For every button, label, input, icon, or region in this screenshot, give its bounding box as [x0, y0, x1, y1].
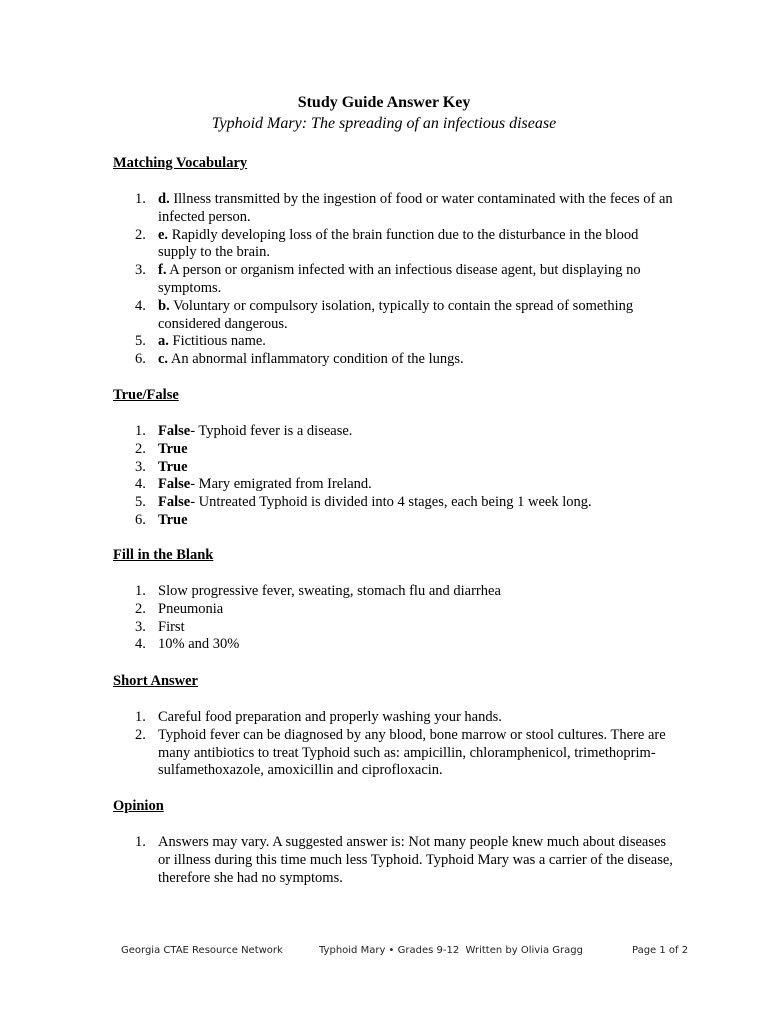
list-item: 2. e. Rapidly developing loss of the brain function due to the disturbance in the blood supply to the brain. [135, 226, 639, 261]
list-item: 1. Slow progressive fever, sweating, stomach flu and diarrhea [135, 583, 501, 599]
page-subtitle: Typhoid Mary: The spreading of an infectious disease [211, 115, 557, 132]
true-false-list [113, 423, 673, 530]
short-answer-list [113, 709, 673, 780]
list-item: 1. False- Typhoid fever is a disease. [135, 423, 353, 439]
section-heading-opinion: Opinion [113, 798, 164, 814]
matching-list [113, 191, 673, 369]
opinion-list [113, 834, 673, 887]
section-heading-short-answer: Short Answer [113, 673, 198, 689]
list-item: 4. b. Voluntary or compulsory isolation, typically to contain the spread of something considered dangerous. [135, 297, 634, 332]
list-item: 3. First [135, 618, 185, 635]
list-item: 1. Answers may vary. A suggested answer is: Not many people knew much about diseases or illness during this time much less Typhoid. Typhoid Mary was a carrier of the disease, therefore she had no symptoms. [135, 834, 673, 886]
list-item: 5. a. Fictitious name. [135, 333, 266, 350]
fill-blank-list [113, 583, 673, 654]
footer-center: Typhoid Mary • Grades 9-12 Written by Olivia Gragg [319, 945, 583, 956]
section-heading-fill-blank: Fill in the Blank [113, 547, 214, 563]
footer-left: Georgia CTAE Resource Network [121, 945, 283, 956]
section-heading-matching: Matching Vocabulary [113, 155, 248, 171]
list-item: 1. Careful food preparation and properly washing your hands. [135, 709, 502, 725]
list-item: 6. True [135, 511, 188, 528]
list-item: 2. Pneumonia [135, 600, 224, 617]
list-item: 5. False- Untreated Typhoid is divided into 4 stages, each being 1 week long. [135, 494, 592, 511]
list-item: 4. False- Mary emigrated from Ireland. [135, 476, 372, 493]
section-heading-true-false: True/False [113, 387, 179, 403]
list-item: 2. Typhoid fever can be diagnosed by any blood, bone marrow or stool cultures. There are many antibiotics to treat Typhoid such as: ampicillin, chloramphenicol, trimethoprim-sulfamethoxazole, amoxicillin and ciprofloxacin. [135, 726, 666, 779]
list-item: 3. True [135, 458, 188, 475]
list-item: 6. c. An abnormal inflammatory condition of the lungs. [135, 351, 464, 368]
footer-page-number: Page 1 of 2 [632, 945, 689, 956]
page-title: Study Guide Answer Key [297, 94, 471, 111]
list-item: 1. d. Illness transmitted by the ingestion of food or water contaminated with the feces of an infected person. [135, 191, 673, 225]
list-item: 3. f. A person or organism infected with an infectious disease agent, but displaying no symptoms. [135, 262, 641, 296]
list-item: 4. 10% and 30% [135, 636, 240, 653]
list-item: 2. True [135, 440, 188, 457]
